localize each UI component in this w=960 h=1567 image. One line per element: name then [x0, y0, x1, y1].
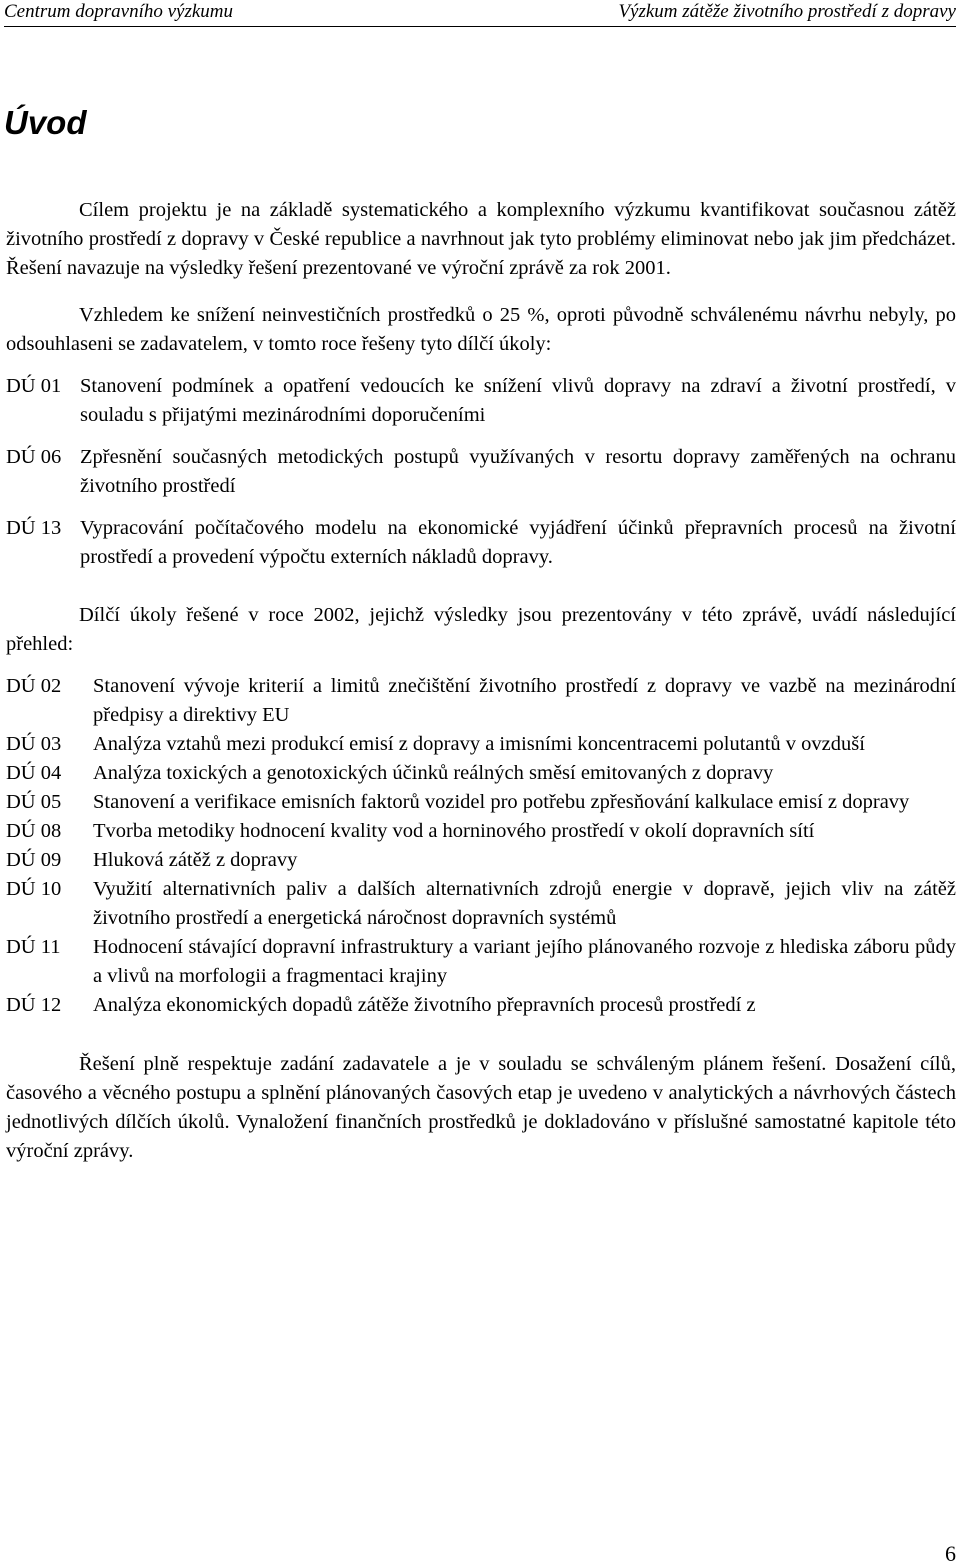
task-code: DÚ 11 — [6, 936, 61, 958]
task-code: DÚ 12 — [6, 994, 62, 1016]
section-title: Úvod — [4, 104, 87, 141]
list-item — [6, 788, 956, 817]
list-item — [6, 875, 956, 933]
task-description: Analýza toxických a genotoxických účinků reálných směsí emitovaných z dopravy — [93, 762, 774, 784]
task-description: Stanovení a verifikace emisních faktorů vozidel pro potřebu zpřesňování kalkulace emisí z dopravy — [93, 791, 910, 813]
list-item — [6, 991, 956, 1020]
task-description: Analýza vztahů mezi produkcí emisí z dopravy a imisními koncentracemi polutantů v ovzduší — [93, 733, 865, 755]
task-code: DÚ 09 — [6, 849, 62, 871]
list-item — [6, 672, 956, 730]
solved-task-list — [6, 672, 956, 1020]
task-code: DÚ 04 — [6, 762, 62, 784]
task-code: DÚ 05 — [6, 791, 62, 813]
task-description: Zpřesnění současných metodických postupů využívaných v resortu dopravy zaměřených na ochranu životního prostředí — [80, 446, 956, 497]
task-description: Hluková zátěž z dopravy — [93, 849, 298, 871]
task-code: DÚ 03 — [6, 733, 62, 755]
page-number: 6 — [945, 1541, 956, 1566]
task-description: Stanovení podmínek a opatření vedoucích ke snížení vlivů dopravy na zdraví a životní prostředí, v souladu s přijatými mezinárodními doporučeními — [80, 375, 956, 426]
closing-paragraph: Řešení plně respektuje zadání zadavatele a je v souladu se schváleným plánem řešení. Dosažení cílů, časového a věcného postupu a splnění plánovaných časových etap je uvedeno v analytických a návrhových částech jednotlivých dílčích úkolů. Vynaložení finančních prostředků je dokladováno v příslušné samostatné kapitole této výroční zprávy. — [6, 1053, 956, 1162]
list-item — [6, 846, 956, 875]
task-code: DÚ 01 — [6, 375, 62, 397]
list-item — [6, 817, 956, 846]
task-description: Stanovení vývoje kriterií a limitů znečištění životního prostředí z dopravy ve vazbě na mezinárodní předpisy a direktivy EU — [93, 675, 956, 726]
list-item — [6, 933, 956, 991]
main-content — [6, 196, 956, 1166]
task-description: Využití alternativních paliv a dalších alternativních zdrojů energie v dopravě, jejich vliv na zátěž životního prostředí a energetická náročnost dopravních systémů — [93, 878, 956, 929]
list-item — [6, 514, 956, 572]
task-description: Hodnocení stávající dopravní infrastruktury a variant jejího plánovaného rozvoje z hlediska záboru půdy a vlivů na morfologii a fragmentaci krajiny — [93, 936, 956, 987]
list-item — [6, 372, 956, 430]
solved-tasks-intro: Dílčí úkoly řešené v roce 2002, jejichž výsledky jsou prezentovány v této zprávě, uvádí následující přehled: — [6, 604, 956, 655]
task-code: DÚ 02 — [6, 675, 62, 697]
task-description: Vypracování počítačového modelu na ekonomické vyjádření účinků přepravních procesů na životní prostředí a provedení výpočtu externích nákladů dopravy. — [80, 517, 956, 568]
task-code: DÚ 06 — [6, 446, 62, 468]
task-code: DÚ 13 — [6, 517, 62, 539]
unsolved-task-list — [6, 372, 956, 572]
intro-paragraph: Cílem projektu je na základě systematického a komplexního výzkumu kvantifikovat současnou zátěž životního prostředí z dopravy v České republice a navrhnout jak tyto problémy eliminovat nebo jak jim předcházet. Řešení navazuje na výsledky řešení prezentované ve výroční zprávě za rok 2001. — [6, 199, 956, 279]
header-divider — [4, 26, 956, 27]
running-header-left: Centrum dopravního výzkumu — [4, 1, 234, 22]
list-item — [6, 443, 956, 501]
running-header-right: Výzkum zátěže životního prostředí z dopravy — [618, 1, 956, 22]
task-code: DÚ 08 — [6, 820, 62, 842]
list-item — [6, 730, 956, 759]
task-code: DÚ 10 — [6, 878, 62, 900]
task-description: Analýza ekonomických dopadů zátěže životního přepravních procesů prostředí z — [93, 994, 756, 1016]
list-item — [6, 759, 956, 788]
budget-paragraph: Vzhledem ke snížení neinvestičních prostředků o 25 %, oproti původně schválenému návrhu nebyly, po odsouhlaseni se zadavatelem, v tomto roce řešeny tyto dílčí úkoly: — [6, 304, 956, 355]
task-description: Tvorba metodiky hodnocení kvality vod a horninového prostředí v okolí dopravních sítí — [93, 820, 815, 842]
